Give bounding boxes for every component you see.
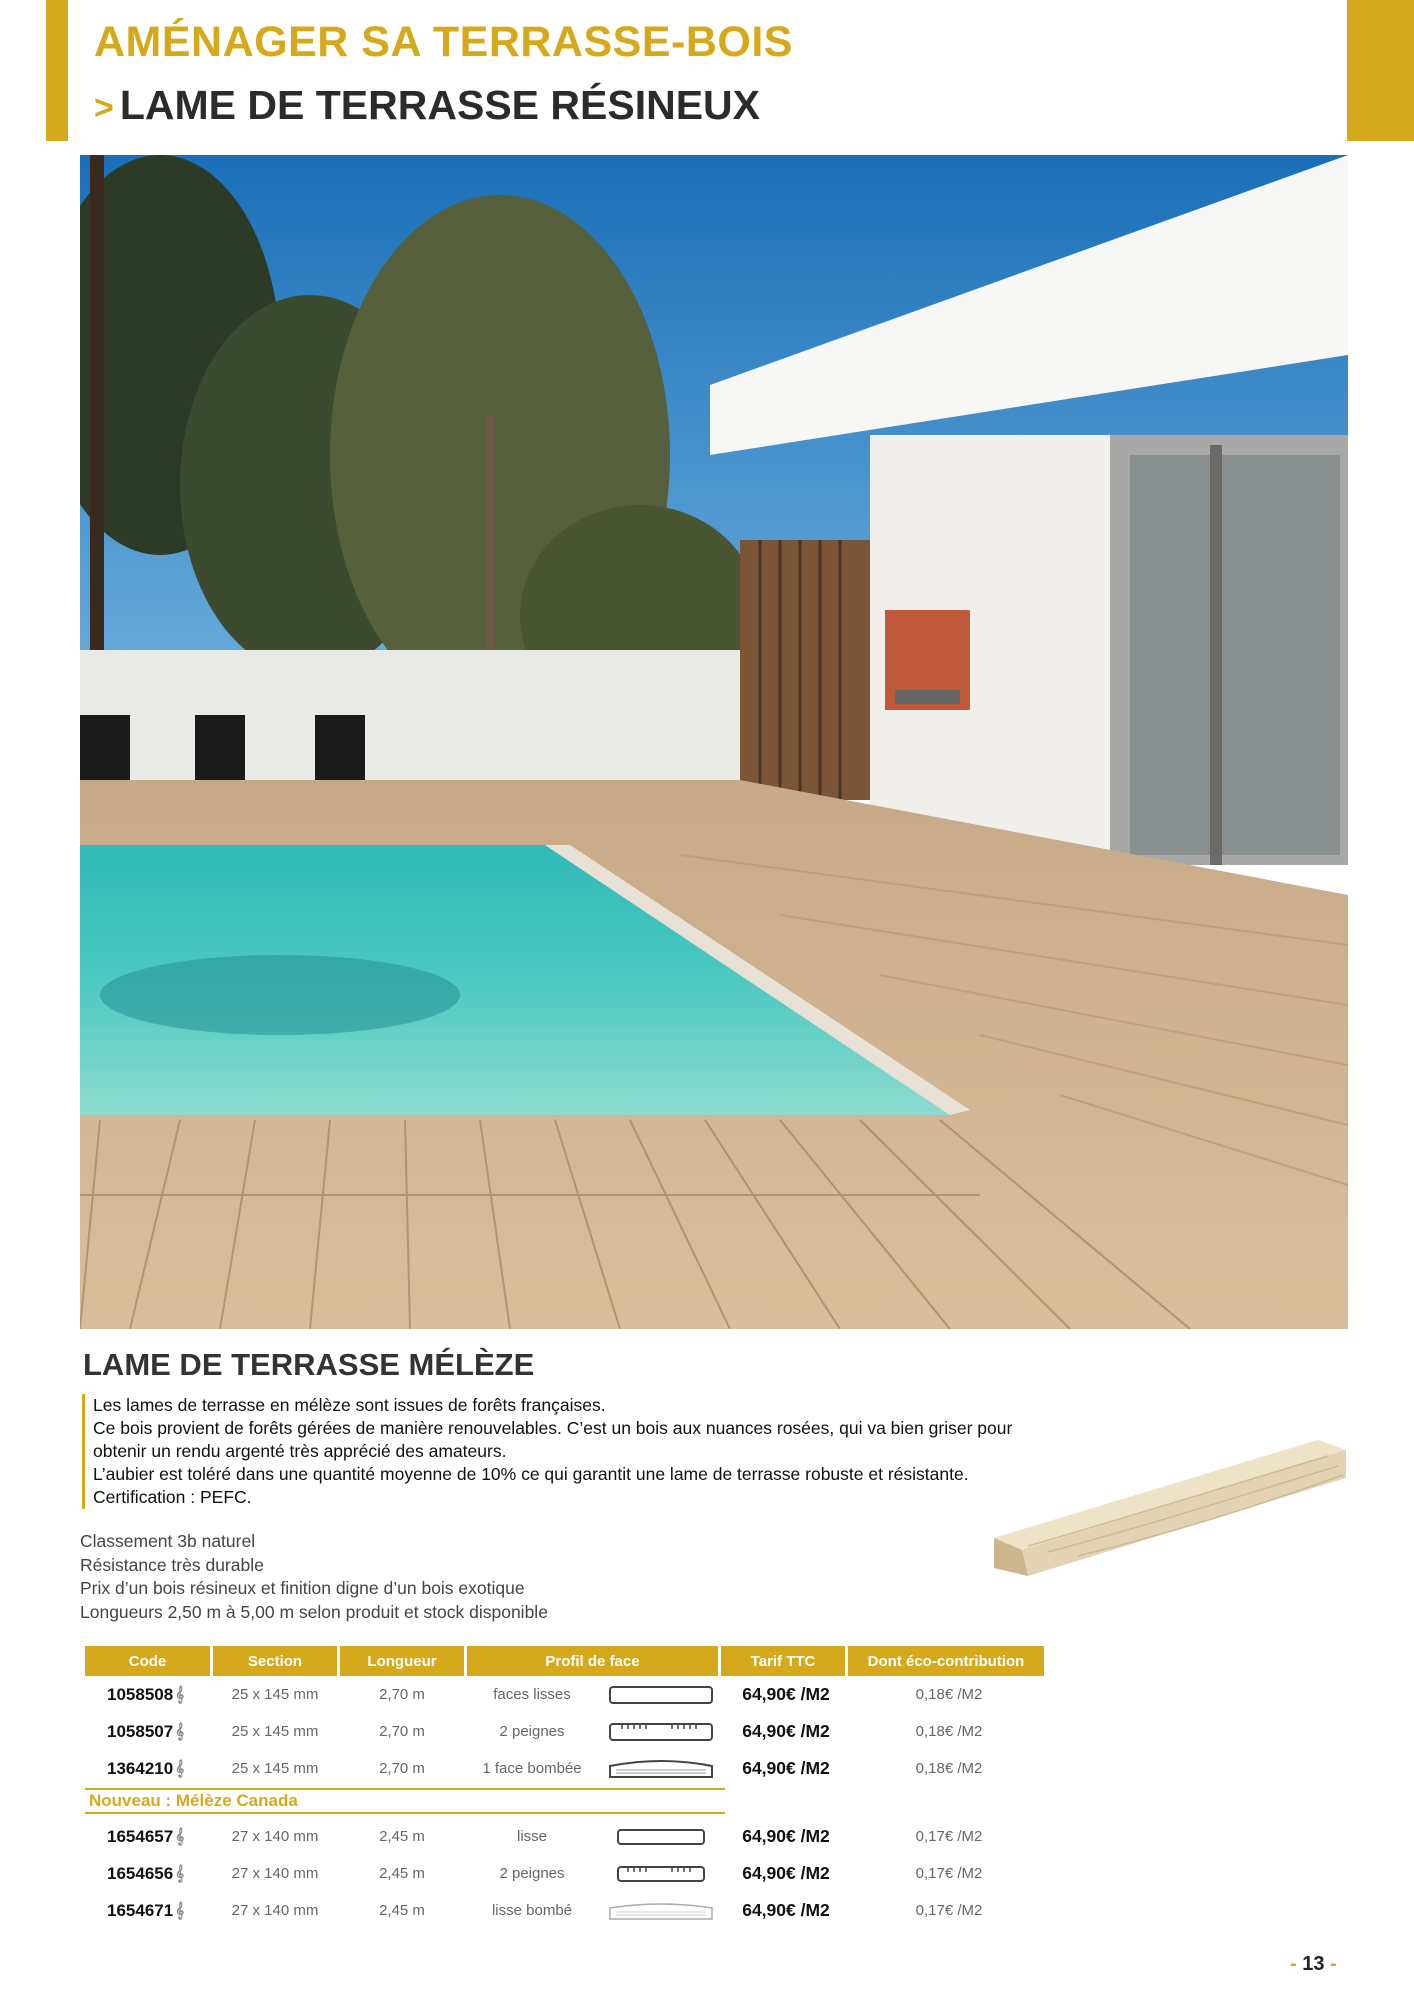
cell-profil: faces lisses — [493, 1686, 571, 1703]
profile-smooth-icon — [600, 1684, 721, 1706]
product-code: 1364210 — [107, 1758, 174, 1778]
cell-longueur: 2,70 m — [379, 1760, 425, 1777]
cell-eco: 0,18€ /M2 — [915, 1686, 983, 1703]
cell-tarif: 64,90€ /M2 — [742, 1758, 830, 1778]
description-line: Ce bois provient de forêts gérées de manière renouvelables. C’est un bois aux nuances rosées, qui va bien griser pour obtenir un rendu argenté très apprécié des amateurs. — [93, 1418, 1013, 1461]
profile-grooved-icon — [600, 1721, 721, 1743]
header-accent-bar-right — [1347, 0, 1414, 141]
cell-tarif: 64,90€ /M2 — [742, 1863, 830, 1883]
table-row — [85, 1818, 1050, 1855]
cell-tarif: 64,90€ /M2 — [742, 1721, 830, 1741]
treble-mark-icon: 𝄞 — [175, 1865, 185, 1882]
chevron-right-icon: > — [94, 89, 114, 127]
product-code: 1058507 — [107, 1721, 174, 1741]
description-line: L’aubier est toléré dans une quantité moyenne de 10% ce qui garantit une lame de terrasse robuste et résistante. — [93, 1464, 969, 1484]
profile-curved-light-icon — [600, 1900, 721, 1922]
product-description — [82, 1394, 1053, 1509]
table-row — [85, 1892, 1050, 1929]
profile-curved-icon — [600, 1758, 721, 1780]
page-subtitle-text: LAME DE TERRASSE RÉSINEUX — [119, 82, 761, 128]
product-table — [85, 1646, 1050, 1929]
treble-mark-icon: 𝄞 — [175, 1902, 185, 1919]
table-row — [85, 1713, 1050, 1750]
header-accent-bar-left — [46, 0, 68, 141]
product-code: 1654657 — [107, 1826, 174, 1846]
cell-profil: 1 face bombée — [482, 1760, 582, 1777]
cell-longueur: 2,45 m — [379, 1902, 425, 1919]
product-code: 1654656 — [107, 1863, 174, 1883]
cell-section: 25 x 145 mm — [231, 1686, 319, 1703]
product-heading: LAME DE TERRASSE MÉLÈZE — [83, 1347, 535, 1382]
product-code: 1654671 — [107, 1900, 174, 1920]
cell-profil: lisse — [516, 1828, 547, 1845]
profile-grooved-icon — [600, 1863, 721, 1885]
cell-tarif: 64,90€ /M2 — [742, 1826, 830, 1846]
treble-mark-icon: 𝄞 — [175, 1686, 185, 1703]
product-features — [80, 1530, 548, 1624]
col-header-section: Section — [213, 1646, 337, 1676]
cell-longueur: 2,70 m — [379, 1723, 425, 1740]
page-number-dash: - — [1330, 1953, 1337, 1975]
page-number-dash: - — [1290, 1953, 1297, 1975]
col-header-code: Code — [85, 1646, 210, 1676]
cell-eco: 0,18€ /M2 — [915, 1723, 983, 1740]
feature-item: Résistance très durable — [80, 1554, 264, 1575]
treble-mark-icon: 𝄞 — [175, 1828, 185, 1845]
col-header-longueur: Longueur — [340, 1646, 464, 1676]
cell-longueur: 2,45 m — [379, 1828, 425, 1845]
product-code: 1058508 — [107, 1684, 174, 1704]
group-label-new: Nouveau : Mélèze Canada — [85, 1788, 725, 1814]
cell-profil: 2 peignes — [499, 1723, 565, 1740]
col-header-profil: Profil de face — [467, 1646, 718, 1676]
cell-tarif: 64,90€ /M2 — [742, 1684, 830, 1704]
cell-eco: 0,18€ /M2 — [915, 1760, 983, 1777]
cell-profil: lisse bombé — [491, 1902, 573, 1919]
cell-section: 25 x 145 mm — [231, 1723, 319, 1740]
feature-item: Longueurs 2,50 m à 5,00 m selon produit et stock disponible — [80, 1601, 548, 1622]
cell-section: 27 x 140 mm — [231, 1865, 319, 1882]
cell-eco: 0,17€ /M2 — [915, 1828, 983, 1845]
cell-section: 27 x 140 mm — [231, 1902, 319, 1919]
cell-profil: 2 peignes — [499, 1865, 565, 1882]
col-header-tarif: Tarif TTC — [721, 1646, 845, 1676]
description-line: Les lames de terrasse en mélèze sont issues de forêts françaises. — [93, 1395, 606, 1415]
table-header — [85, 1646, 1050, 1676]
table-row — [85, 1750, 1050, 1787]
cell-section: 27 x 140 mm — [231, 1828, 319, 1845]
cell-eco: 0,17€ /M2 — [915, 1865, 983, 1882]
treble-mark-icon: 𝄞 — [175, 1760, 185, 1777]
description-line: Certification : PEFC. — [93, 1487, 252, 1507]
page-number — [1290, 1953, 1337, 1976]
table-row — [85, 1676, 1050, 1713]
treble-mark-icon: 𝄞 — [175, 1723, 185, 1740]
table-row — [85, 1855, 1050, 1892]
profile-smooth-icon — [600, 1826, 721, 1848]
page-number-value: 13 — [1302, 1953, 1325, 1975]
cell-longueur: 2,70 m — [379, 1686, 425, 1703]
cell-section: 25 x 145 mm — [231, 1760, 319, 1777]
cell-eco: 0,17€ /M2 — [915, 1902, 983, 1919]
feature-item: Prix d’un bois résineux et finition digne d’un bois exotique — [80, 1578, 525, 1598]
col-header-eco: Dont éco-contribution — [848, 1646, 1044, 1676]
page-title: AMÉNAGER SA TERRASSE-BOIS — [94, 18, 793, 66]
hero-photo-pool-terrace — [80, 155, 1348, 1329]
feature-item: Classement 3b naturel — [80, 1531, 256, 1551]
wood-plank-image — [988, 1428, 1352, 1588]
page-subtitle — [94, 82, 760, 129]
cell-longueur: 2,45 m — [379, 1865, 425, 1882]
cell-tarif: 64,90€ /M2 — [742, 1900, 830, 1920]
